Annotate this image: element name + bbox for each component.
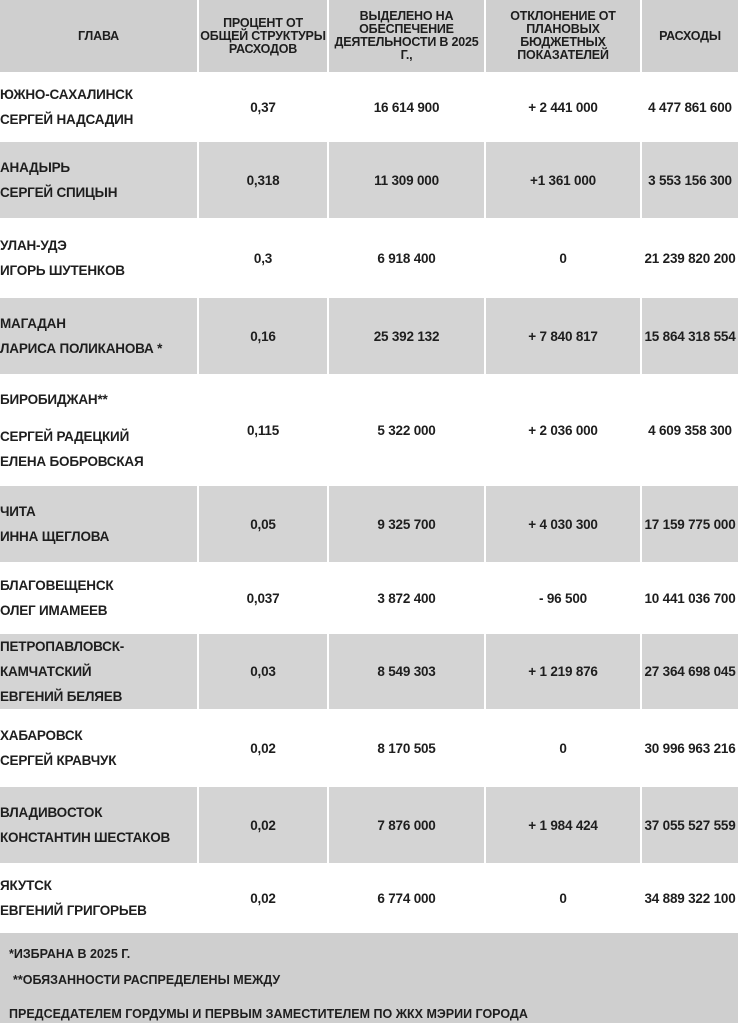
city-name: АНАДЫРЬ bbox=[0, 160, 70, 175]
cell-head bbox=[0, 562, 198, 634]
cell-deviation: +1 361 000 bbox=[485, 142, 641, 218]
cell-allocated: 9 325 700 bbox=[328, 486, 485, 562]
cell-percent: 0,3 bbox=[198, 218, 328, 298]
cell-head bbox=[0, 142, 198, 218]
header-deviation: ОТКЛОНЕНИЕ ОТ ПЛАНОВЫХ БЮДЖЕТНЫХ ПОКАЗАТЕЛЕЙ bbox=[485, 0, 641, 72]
cell-percent: 0,115 bbox=[198, 374, 328, 486]
header-expenses: РАСХОДЫ bbox=[641, 0, 738, 72]
cell-deviation: + 7 840 817 bbox=[485, 298, 641, 374]
cell-head bbox=[0, 374, 198, 486]
cell-allocated: 11 309 000 bbox=[328, 142, 485, 218]
city-name: БИРОБИДЖАН** bbox=[0, 391, 108, 407]
cell-expenses: 17 159 775 000 bbox=[641, 486, 738, 562]
table-body bbox=[0, 72, 738, 933]
cell-percent: 0,318 bbox=[198, 142, 328, 218]
cell-percent: 0,16 bbox=[198, 298, 328, 374]
footnotes bbox=[0, 933, 738, 1023]
cell-percent: 0,02 bbox=[198, 709, 328, 787]
footnote-duties-detail: ПРЕДСЕДАТЕЛЕМ ГОРДУМЫ И ПЕРВЫМ ЗАМЕСТИТЕЛЕМ ПО ЖКХ МЭРИИ ГОРОДА bbox=[9, 1007, 528, 1021]
person-name: КОНСТАНТИН ШЕСТАКОВ bbox=[0, 830, 171, 845]
cell-head bbox=[0, 218, 198, 298]
cell-expenses: 27 364 698 045 bbox=[641, 634, 738, 709]
table-row bbox=[0, 634, 738, 709]
person-name: ИГОРЬ ШУТЕНКОВ bbox=[0, 263, 125, 278]
cell-deviation: + 2 036 000 bbox=[485, 374, 641, 486]
cell-head bbox=[0, 787, 198, 863]
person-name: ОЛЕГ ИМАМЕЕВ bbox=[0, 603, 108, 618]
cell-deviation: + 1 219 876 bbox=[485, 634, 641, 709]
cell-percent: 0,05 bbox=[198, 486, 328, 562]
table-row bbox=[0, 787, 738, 863]
person-name: ЕВГЕНИЙ ГРИГОРЬЕВ bbox=[0, 903, 147, 918]
city-name: ЮЖНО-САХАЛИНСК bbox=[0, 87, 133, 102]
table-row bbox=[0, 218, 738, 298]
city-name: БЛАГОВЕЩЕНСК bbox=[0, 578, 114, 593]
cell-deviation: 0 bbox=[485, 218, 641, 298]
table-row bbox=[0, 374, 738, 486]
table-row bbox=[0, 709, 738, 787]
cell-expenses: 3 553 156 300 bbox=[641, 142, 738, 218]
person-name: ЛАРИСА ПОЛИКАНОВА * bbox=[0, 341, 163, 356]
table-row bbox=[0, 72, 738, 142]
cell-allocated: 8 170 505 bbox=[328, 709, 485, 787]
city-name: УЛАН-УДЭ bbox=[0, 238, 67, 253]
cell-allocated: 25 392 132 bbox=[328, 298, 485, 374]
cell-deviation: - 96 500 bbox=[485, 562, 641, 634]
cell-deviation: 0 bbox=[485, 863, 641, 933]
cell-deviation: + 1 984 424 bbox=[485, 787, 641, 863]
footnote-duties: **ОБЯЗАННОСТИ РАСПРЕДЕЛЕНЫ МЕЖДУ bbox=[13, 973, 281, 987]
cell-expenses: 34 889 322 100 bbox=[641, 863, 738, 933]
table-row bbox=[0, 562, 738, 634]
cell-percent: 0,02 bbox=[198, 863, 328, 933]
cell-deviation: 0 bbox=[485, 709, 641, 787]
table-row bbox=[0, 863, 738, 933]
cell-allocated: 6 918 400 bbox=[328, 218, 485, 298]
table-row bbox=[0, 486, 738, 562]
cell-head bbox=[0, 72, 198, 142]
table-row bbox=[0, 142, 738, 218]
cell-percent: 0,37 bbox=[198, 72, 328, 142]
header-percent: ПРОЦЕНТ ОТ ОБЩЕЙ СТРУКТУРЫ РАСХОДОВ bbox=[198, 0, 328, 72]
city-name: ВЛАДИВОСТОК bbox=[0, 805, 103, 820]
cell-head bbox=[0, 709, 198, 787]
cell-expenses: 37 055 527 559 bbox=[641, 787, 738, 863]
cell-expenses: 21 239 820 200 bbox=[641, 218, 738, 298]
cell-head bbox=[0, 634, 198, 709]
table-row bbox=[0, 298, 738, 374]
person-name: ЕВГЕНИЙ БЕЛЯЕВ bbox=[0, 689, 123, 704]
person-name: СЕРГЕЙ РАДЕЦКИЙ bbox=[0, 428, 130, 444]
cell-percent: 0,037 bbox=[198, 562, 328, 634]
cell-expenses: 15 864 318 554 bbox=[641, 298, 738, 374]
cell-head bbox=[0, 486, 198, 562]
cell-allocated: 7 876 000 bbox=[328, 787, 485, 863]
city-name: ЯКУТСК bbox=[0, 878, 52, 893]
cell-allocated: 3 872 400 bbox=[328, 562, 485, 634]
table-header-row bbox=[0, 0, 738, 72]
cell-head bbox=[0, 298, 198, 374]
cell-expenses: 10 441 036 700 bbox=[641, 562, 738, 634]
person-name: СЕРГЕЙ КРАВЧУК bbox=[0, 753, 117, 768]
cell-head bbox=[0, 863, 198, 933]
cell-percent: 0,02 bbox=[198, 787, 328, 863]
cell-allocated: 5 322 000 bbox=[328, 374, 485, 486]
city-name: МАГАДАН bbox=[0, 316, 66, 331]
cell-allocated: 8 549 303 bbox=[328, 634, 485, 709]
cell-expenses: 4 477 861 600 bbox=[641, 72, 738, 142]
person-name: СЕРГЕЙ НАДСАДИН bbox=[0, 112, 134, 127]
cell-deviation: + 2 441 000 bbox=[485, 72, 641, 142]
cell-expenses: 4 609 358 300 bbox=[641, 374, 738, 486]
city-name: ПЕТРОПАВЛОВСК-КАМЧАТСКИЙ bbox=[0, 639, 125, 679]
cell-deviation: + 4 030 300 bbox=[485, 486, 641, 562]
footnote-elected: *ИЗБРАНА В 2025 Г. bbox=[9, 947, 131, 961]
header-head: ГЛАВА bbox=[0, 0, 198, 72]
cell-expenses: 30 996 963 216 bbox=[641, 709, 738, 787]
cell-allocated: 6 774 000 bbox=[328, 863, 485, 933]
cell-allocated: 16 614 900 bbox=[328, 72, 485, 142]
person-name: ЕЛЕНА БОБРОВСКАЯ bbox=[0, 453, 144, 469]
person-name: СЕРГЕЙ СПИЦЫН bbox=[0, 185, 118, 200]
city-name: ЧИТА bbox=[0, 504, 36, 519]
cell-percent: 0,03 bbox=[198, 634, 328, 709]
person-name: ИННА ЩЕГЛОВА bbox=[0, 529, 110, 544]
city-name: ХАБАРОВСК bbox=[0, 728, 83, 743]
header-allocated: ВЫДЕЛЕНО НА ОБЕСПЕЧЕНИЕ ДЕЯТЕЛЬНОСТИ В 2025 Г., bbox=[328, 0, 485, 72]
